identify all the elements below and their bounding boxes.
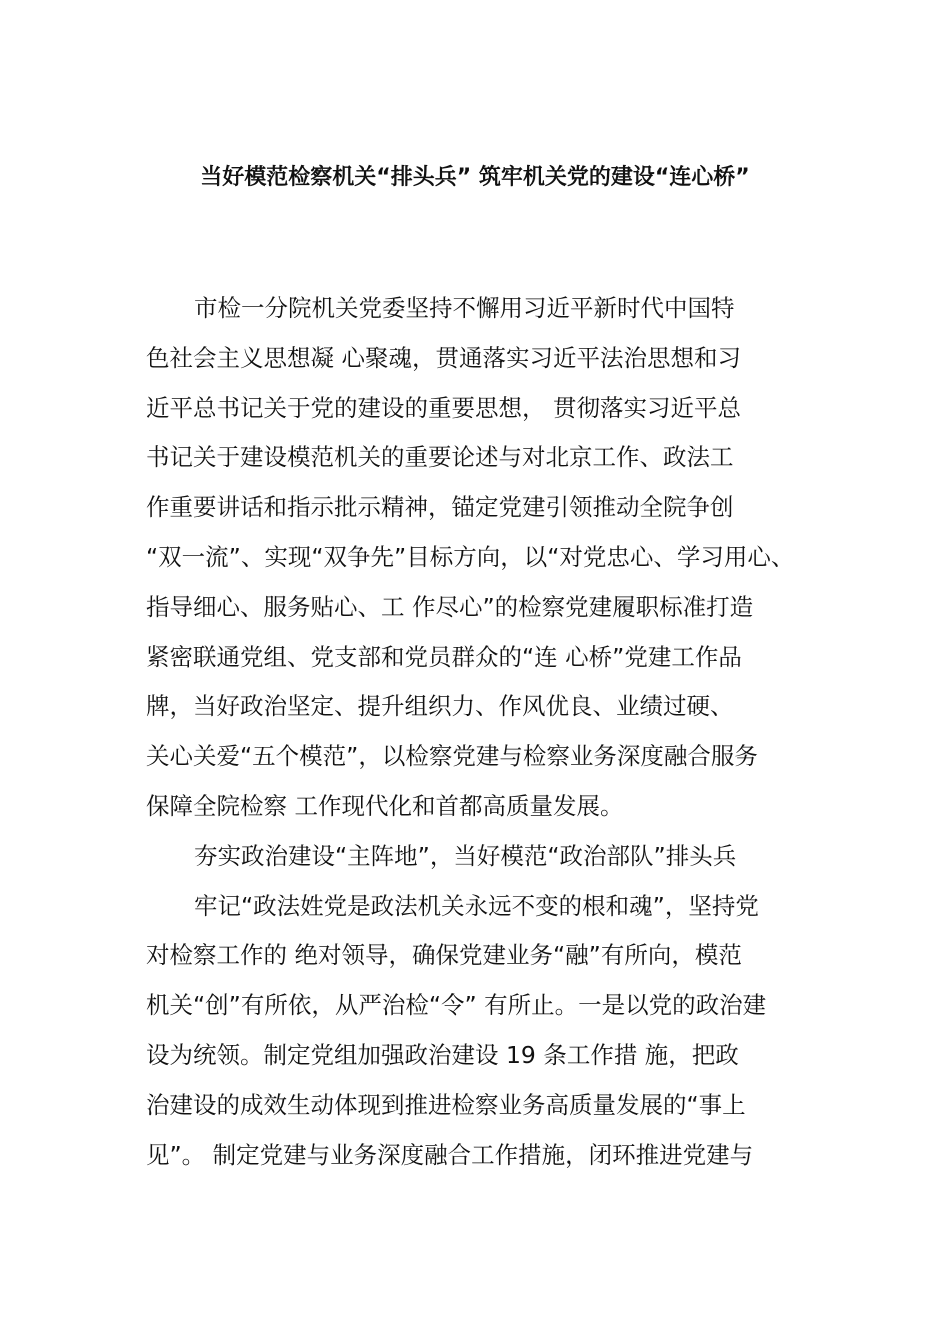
paragraph-line: 设为统领。制定党组加强政治建设 19 条工作措 施，把政 [146, 1040, 739, 1069]
section-heading: 夯实政治建设“主阵地”，当好模范“政治部队”排头兵 [194, 841, 737, 870]
document-body [146, 284, 816, 1180]
paragraph-line: 保障全院检察 工作现代化和首都高质量发展。 [146, 791, 624, 820]
paragraph-line: 紧密联通党组、党支部和党员群众的“连 心桥”党建工作品 [146, 642, 742, 671]
paragraph-line: 见”。 制定党建与业务深度融合工作措施，闭环推进党建与 [146, 1140, 754, 1169]
paragraph-line: 牌，当好政治坚定、提升组织力、作风优良、业绩过硬、 [146, 692, 734, 721]
paragraph-line: 机关“创”有所依，从严治检“令” 有所止。一是以党的政治建 [146, 991, 767, 1020]
document-title: 当好模范检察机关“排头兵” 筑牢机关党的建设“连心桥” [200, 165, 750, 190]
paragraph-line: 近平总书记关于党的建设的重要思想， 贯彻落实习近平总 [146, 393, 741, 422]
paragraph-line: “双一流”、实现“双争先”目标方向，以“对党忠心、学习用心、 [146, 542, 795, 571]
paragraph-line: 色社会主义思想凝 心聚魂，贯通落实习近平法治思想和习 [146, 343, 741, 372]
paragraph-line: 作重要讲话和指示批示精神，锚定党建引领推动全院争创 [146, 493, 734, 522]
paragraph-line: 牢记“政法姓党是政法机关永远不变的根和魂”，坚持党 [194, 891, 759, 920]
paragraph-line: 书记关于建设模范机关的重要论述与对北京工作、政法工 [146, 443, 734, 472]
paragraph-line: 对检察工作的 绝对领导，确保党建业务“融”有所向，模范 [146, 941, 742, 970]
paragraph-line: 市检一分院机关党委坚持不懈用习近平新时代中国特 [194, 294, 735, 322]
paragraph-line: 指导细心、服务贴心、工 作尽心”的检察党建履职标准打造 [146, 592, 754, 621]
paragraph-line: 关心关爱“五个模范”，以检察党建与检察业务深度融合服务 [146, 742, 758, 771]
paragraph-line: 治建设的成效生动体现到推进检察业务高质量发展的“事上 [146, 1090, 746, 1119]
